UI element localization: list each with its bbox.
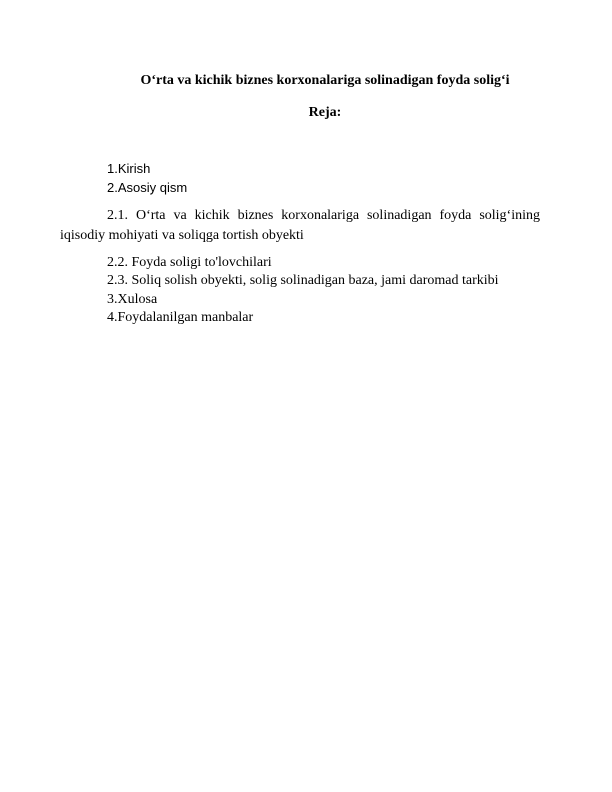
document-title: O‘rta va kichik biznes korxonalariga solinadigan foyda solig‘i (140, 73, 510, 88)
plan-item-xulosa: 3.Xulosa (107, 292, 158, 307)
plan-item-kirish: 1.Kirish (107, 161, 151, 176)
plan-item-2-1 (60, 206, 540, 246)
plan-item-2-1-line2: iqisodiy mohiyati va soliqga tortish obyekti (60, 228, 304, 243)
plan-heading: Reja: (308, 105, 342, 120)
plan-item-2-2: 2.2. Foyda soligi to'lovchilari (107, 255, 272, 270)
plan-item-asosiy-qism: 2.Asosiy qism (107, 180, 188, 195)
plan-item-2-3: 2.3. Soliq solish obyekti, solig solinadigan baza, jami daromad tarkibi (107, 273, 499, 288)
plan-item-foydalanilgan-manbalar: 4.Foydalanilgan manbalar (107, 310, 254, 325)
plan-item-2-1-line1: 2.1. O‘rta va kichik biznes korxonalariga solinadigan foyda solig‘ining (107, 208, 540, 223)
